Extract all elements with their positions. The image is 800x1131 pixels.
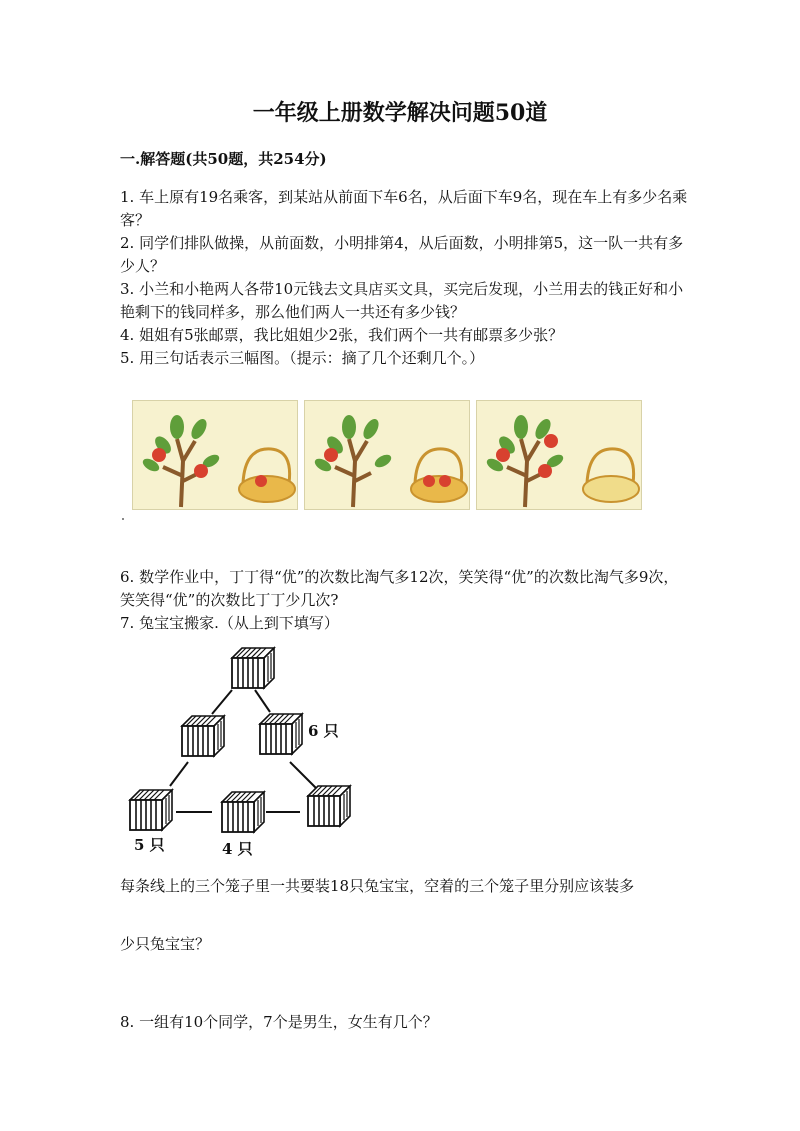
question-7-text-b: 少只兔宝宝？ [120,935,211,953]
cage-bottom-left [130,790,172,830]
label-5: 5 只 [134,836,165,854]
panel-3 [476,400,642,510]
question-1: 1. 车上原有19名乘客，到某站从前面下车6名，从后面下车9名，现在车上有多少名乘客？ [120,188,688,229]
cage-top [232,648,274,688]
page-title: 一年级上册数学解决问题50道 [252,100,548,126]
cage-diagram [120,640,360,862]
cage-bottom-middle [222,792,264,832]
question-4: 4. 姐姐有5张邮票，我比姐姐少2张，我们两个一共有邮票多少张？ [120,326,564,344]
label-4: 4 只 [222,840,253,858]
apple-tree-figure [132,400,640,510]
apple-tree-basket-illustration [305,401,469,509]
question-7: 7. 兔宝宝搬家.（从上到下填写） [120,614,339,632]
stray-mark [122,518,124,520]
label-6: 6 只 [308,722,339,740]
question-5: 5. 用三句话表示三幅图。（提示：摘了几个还剩几个。） [120,349,485,367]
question-8: 8. 一组有10个同学，7个是男生，女生有几个？ [120,1013,438,1031]
section-heading: 一.解答题(共50题，共254分) [120,150,327,168]
question-7-text-a: 每条线上的三个笼子里一共要装18只兔宝宝，空着的三个笼子里分别应该装多 [120,877,635,895]
apple-tree-basket-illustration [477,401,641,509]
rabbit-cage-figure [120,640,360,862]
cage-bottom-right [308,786,350,826]
panel-1 [132,400,298,510]
apple-tree-basket-illustration [133,401,297,509]
question-3: 3. 小兰和小艳两人各带10元钱去文具店买文具，买完后发现，小兰用去的钱正好和小艳剩下的钱同样多，那么他们两人一共还有多少钱？ [120,280,684,321]
panel-2 [304,400,470,510]
question-6: 6. 数学作业中，丁丁得“优”的次数比淘气多12次，笑笑得“优”的次数比淘气多9次，笑笑得“优”的次数比丁丁少几次? [120,568,679,609]
question-2: 2. 同学们排队做操，从前面数，小明排第4，从后面数，小明排第5，这一队一共有多少人？ [120,234,684,275]
cage-middle-left [182,716,224,756]
cage-middle-right [260,714,302,754]
